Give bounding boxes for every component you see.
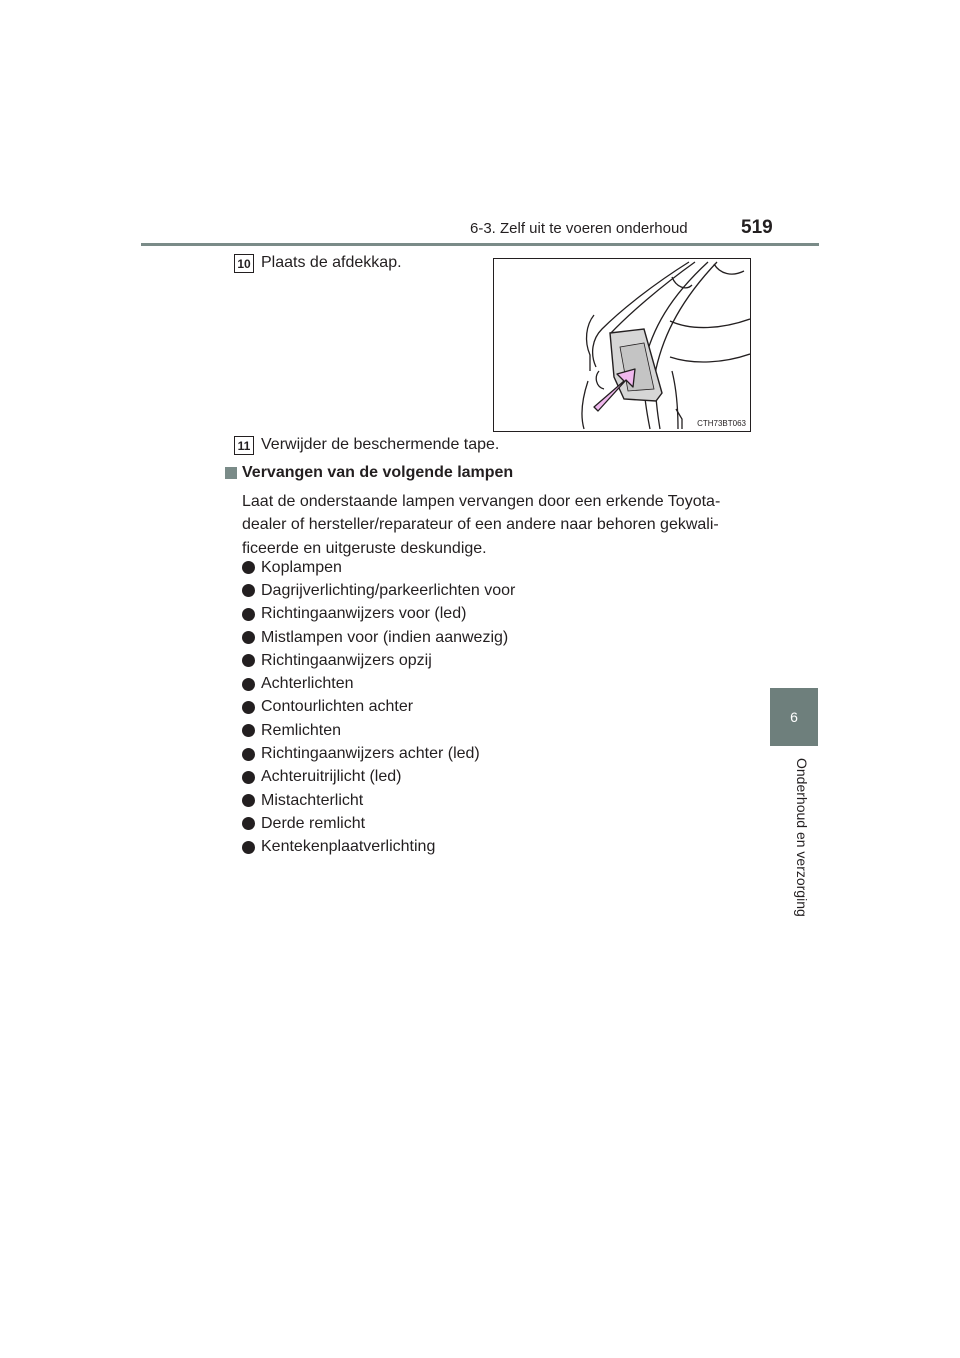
bullet-icon xyxy=(242,631,255,644)
list-item: Mistlampen voor (indien aanwezig) xyxy=(242,626,515,649)
figure-code: CTH73BT063 xyxy=(697,419,746,428)
lamp-list xyxy=(242,556,515,859)
list-item: Dagrijverlichting/parkeerlichten voor xyxy=(242,579,515,602)
list-item: Richtingaanwijzers opzij xyxy=(242,649,515,672)
bullet-icon xyxy=(242,584,255,597)
cover-panel xyxy=(610,329,662,401)
list-item: Achterlichten xyxy=(242,672,515,695)
header-section-title: 6-3. Zelf uit te voeren onderhoud xyxy=(470,220,688,237)
illustration xyxy=(494,259,750,431)
list-item: Achteruitrijlicht (led) xyxy=(242,766,515,789)
list-item: Richtingaanwijzers achter (led) xyxy=(242,742,515,765)
step-number-11: 11 xyxy=(234,436,254,455)
list-item: Mistachterlicht xyxy=(242,789,515,812)
page-number: 519 xyxy=(741,217,773,238)
bullet-icon xyxy=(242,678,255,691)
bullet-icon xyxy=(242,771,255,784)
list-item: Richtingaanwijzers voor (led) xyxy=(242,603,515,626)
header-divider xyxy=(141,243,819,246)
bullet-icon xyxy=(242,841,255,854)
step-text-11: Verwijder de beschermende tape. xyxy=(261,436,500,453)
section-paragraph: Laat de onderstaande lampen vervangen door een erkende Toyota-dealer of hersteller/reparateur of een andere naar behoren gekwali-ficeerde en uitgeruste deskundige. xyxy=(242,493,721,557)
chapter-tab-number: 6 xyxy=(770,688,818,746)
step-text-10: Plaats de afdekkap. xyxy=(261,254,402,271)
bullet-icon xyxy=(242,724,255,737)
bullet-icon xyxy=(242,561,255,574)
bullet-icon xyxy=(242,817,255,830)
chapter-tab-label: Onderhoud en verzorging xyxy=(794,758,810,917)
bullet-icon xyxy=(242,794,255,807)
list-item: Contourlichten achter xyxy=(242,696,515,719)
cover-installation-figure xyxy=(493,258,751,432)
bullet-icon xyxy=(242,748,255,761)
section-square-icon xyxy=(225,467,237,479)
bullet-icon xyxy=(242,608,255,621)
list-item: Derde remlicht xyxy=(242,812,515,835)
list-item: Koplampen xyxy=(242,556,515,579)
bullet-icon xyxy=(242,701,255,714)
list-item: Remlichten xyxy=(242,719,515,742)
list-item: Kentekenplaatverlichting xyxy=(242,836,515,859)
bullet-icon xyxy=(242,654,255,667)
step-number-10: 10 xyxy=(234,254,254,273)
section-title: Vervangen van de volgende lampen xyxy=(242,464,514,481)
